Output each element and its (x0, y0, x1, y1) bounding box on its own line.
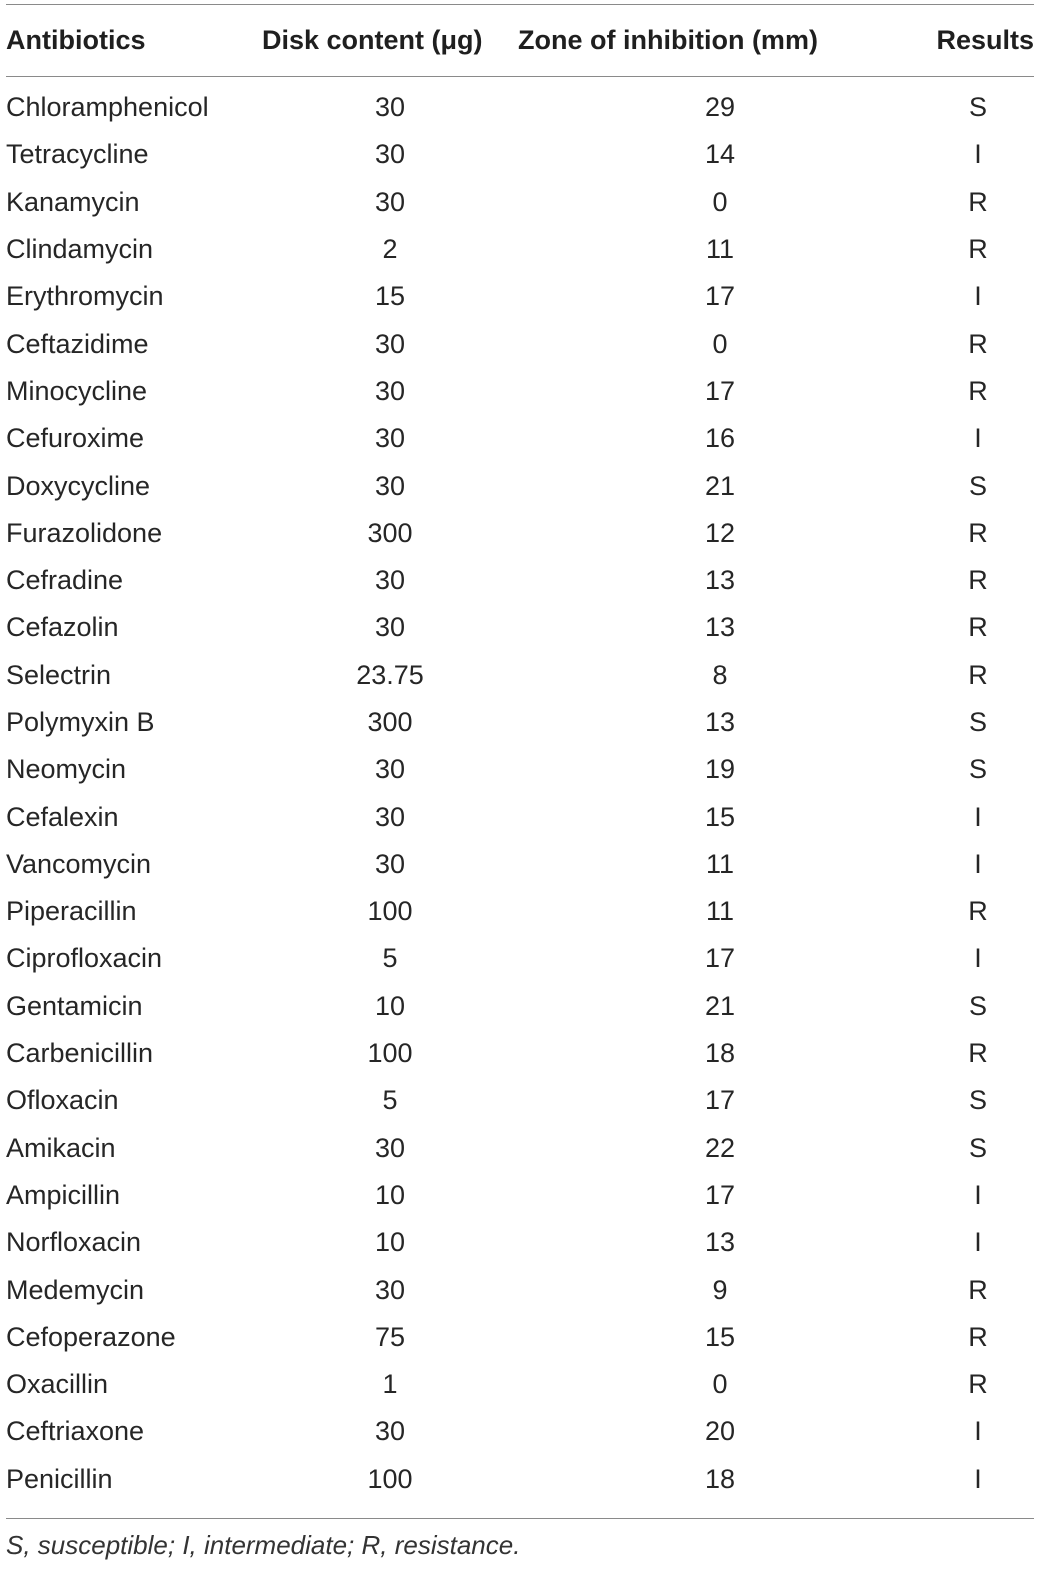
cell-zone-of-inhibition: 17 (704, 1085, 736, 1116)
cell-disk-content: 23.75 (356, 659, 424, 690)
table-row (6, 841, 1034, 888)
cell-disk-content: 5 (382, 1085, 398, 1116)
cell-antibiotic-name: Ofloxacin (6, 1085, 119, 1116)
cell-disk-content: 30 (374, 1132, 406, 1163)
table-row (6, 888, 1034, 935)
table-row (6, 1172, 1034, 1219)
table-footnote: S, susceptible; I, intermediate; R, resistance. (6, 1530, 521, 1560)
cell-result: R (968, 186, 988, 217)
cell-zone-of-inhibition: 13 (704, 612, 736, 643)
cell-result: R (968, 234, 988, 265)
cell-disk-content: 75 (374, 1321, 406, 1352)
cell-zone-of-inhibition: 19 (704, 754, 736, 785)
cell-zone-of-inhibition: 13 (704, 707, 736, 737)
cell-result: I (974, 1179, 982, 1210)
cell-antibiotic-name: Kanamycin (6, 186, 140, 217)
cell-disk-content: 10 (374, 990, 406, 1021)
cell-result: I (974, 1227, 982, 1258)
cell-antibiotic-name: Cefradine (6, 565, 124, 596)
cell-result: S (968, 1132, 987, 1163)
table-row (6, 226, 1034, 273)
cell-result: R (968, 1369, 988, 1400)
cell-result: S (968, 1085, 987, 1116)
cell-disk-content: 30 (374, 1274, 406, 1305)
cell-zone-of-inhibition: 0 (712, 1369, 728, 1400)
table-row (6, 1456, 1034, 1503)
cell-result: S (968, 470, 987, 501)
cell-zone-of-inhibition: 14 (704, 139, 736, 170)
cell-antibiotic-name: Minocycline (6, 375, 148, 406)
header-results: Results (936, 24, 1034, 55)
cell-disk-content: 300 (367, 707, 413, 737)
cell-result: I (974, 1416, 982, 1447)
cell-antibiotic-name: Ceftriaxone (6, 1416, 145, 1447)
cell-zone-of-inhibition: 29 (704, 92, 736, 123)
cell-antibiotic-name: Cefazolin (6, 612, 119, 643)
cell-antibiotic-name: Cefalexin (6, 801, 119, 832)
table-row (6, 935, 1034, 982)
cell-antibiotic-name: Cefuroxime (6, 423, 145, 454)
cell-disk-content: 30 (374, 186, 406, 217)
cell-result: R (968, 1038, 988, 1069)
table-row (6, 746, 1034, 793)
cell-result: S (968, 92, 987, 123)
cell-zone-of-inhibition: 11 (705, 896, 735, 927)
cell-result: I (974, 1463, 982, 1494)
cell-antibiotic-name: Ampicillin (6, 1179, 121, 1210)
cell-zone-of-inhibition: 21 (704, 470, 736, 501)
cell-antibiotic-name: Cefoperazone (6, 1321, 176, 1352)
cell-zone-of-inhibition: 20 (704, 1416, 736, 1447)
cell-disk-content: 30 (374, 92, 406, 123)
cell-result: R (968, 565, 988, 596)
cell-result: R (968, 659, 988, 690)
cell-disk-content: 300 (367, 517, 413, 548)
table-row (6, 1219, 1034, 1266)
cell-antibiotic-name: Vancomycin (6, 848, 152, 879)
table-row (6, 510, 1034, 557)
cell-disk-content: 30 (374, 565, 406, 596)
header-zone-of-inhibition: Zone of inhibition (mm) (518, 24, 818, 55)
cell-disk-content: 2 (382, 234, 398, 265)
cell-disk-content: 30 (374, 1416, 406, 1447)
cell-antibiotic-name: Penicillin (6, 1463, 113, 1494)
cell-result: R (968, 517, 988, 548)
cell-disk-content: 30 (374, 801, 406, 832)
cell-result: R (968, 375, 988, 406)
cell-antibiotic-name: Ceftazidime (6, 328, 149, 359)
cell-antibiotic-name: Norfloxacin (6, 1227, 142, 1258)
cell-zone-of-inhibition: 0 (712, 186, 728, 217)
table-row (6, 1077, 1034, 1124)
cell-disk-content: 5 (382, 943, 398, 974)
cell-disk-content: 1 (382, 1369, 398, 1400)
cell-result: R (968, 1321, 988, 1352)
table-row (6, 983, 1034, 1030)
cell-result: I (974, 848, 982, 879)
table-row (6, 1266, 1034, 1313)
header-disk-content: Disk content (μg) (262, 24, 483, 55)
cell-zone-of-inhibition: 22 (704, 1132, 736, 1163)
cell-disk-content: 30 (374, 754, 406, 785)
cell-disk-content: 30 (374, 139, 406, 170)
cell-disk-content: 30 (374, 848, 406, 879)
header-antibiotics: Antibiotics (6, 24, 146, 55)
cell-result: R (968, 1274, 988, 1305)
cell-result: I (974, 423, 982, 454)
cell-result: I (974, 943, 982, 974)
cell-zone-of-inhibition: 17 (704, 281, 736, 312)
table-row (6, 1361, 1034, 1408)
cell-antibiotic-name: Chloramphenicol (6, 92, 209, 123)
cell-result: R (968, 328, 988, 359)
table-row (6, 179, 1034, 226)
cell-antibiotic-name: Doxycycline (6, 470, 151, 501)
cell-result: R (968, 896, 988, 927)
cell-zone-of-inhibition: 17 (704, 943, 736, 974)
cell-result: I (974, 139, 982, 170)
cell-result: S (968, 754, 987, 785)
cell-zone-of-inhibition: 11 (705, 848, 735, 879)
table-row (6, 1408, 1034, 1455)
cell-zone-of-inhibition: 21 (704, 990, 736, 1021)
table-row (6, 415, 1034, 462)
cell-antibiotic-name: Amikacin (6, 1132, 116, 1163)
antibiotic-susceptibility-table (6, 4, 1034, 1503)
table-row (6, 273, 1034, 320)
cell-antibiotic-name: Tetracycline (6, 139, 149, 170)
cell-zone-of-inhibition: 15 (704, 801, 736, 832)
cell-zone-of-inhibition: 17 (704, 1179, 736, 1210)
cell-zone-of-inhibition: 9 (712, 1274, 728, 1305)
table-row (6, 793, 1034, 840)
table-row (6, 320, 1034, 367)
cell-disk-content: 100 (367, 1463, 413, 1494)
cell-disk-content: 15 (374, 281, 406, 312)
cell-antibiotic-name: Clindamycin (6, 234, 154, 265)
cell-result: I (974, 281, 982, 312)
cell-zone-of-inhibition: 13 (704, 1227, 736, 1258)
cell-result: S (968, 990, 987, 1021)
cell-antibiotic-name: Neomycin (6, 754, 127, 785)
table-row (6, 131, 1034, 178)
cell-zone-of-inhibition: 13 (704, 565, 736, 596)
cell-zone-of-inhibition: 16 (704, 423, 736, 454)
table-row (6, 557, 1034, 604)
cell-antibiotic-name: Oxacillin (6, 1369, 109, 1400)
cell-disk-content: 30 (374, 328, 406, 359)
table-row (6, 699, 1034, 746)
table-body (6, 76, 1034, 1503)
cell-antibiotic-name: Erythromycin (6, 281, 164, 312)
table-bottom-rule (6, 1518, 1034, 1519)
cell-zone-of-inhibition: 18 (704, 1038, 736, 1069)
cell-antibiotic-name: Piperacillin (6, 896, 137, 927)
table-row (6, 1030, 1034, 1077)
cell-disk-content: 10 (374, 1179, 406, 1210)
table-row (6, 652, 1034, 699)
cell-result: S (968, 707, 987, 737)
cell-zone-of-inhibition: 17 (704, 375, 736, 406)
cell-zone-of-inhibition: 15 (704, 1321, 736, 1352)
cell-antibiotic-name: Polymyxin B (6, 707, 155, 737)
table-row (6, 462, 1034, 509)
table-row (6, 1314, 1034, 1361)
cell-disk-content: 30 (374, 470, 406, 501)
table-header-row (6, 4, 1034, 76)
cell-disk-content: 100 (367, 896, 413, 927)
table-row (6, 368, 1034, 415)
cell-antibiotic-name: Ciprofloxacin (6, 943, 163, 974)
cell-zone-of-inhibition: 12 (704, 517, 736, 548)
cell-result: I (974, 801, 982, 832)
cell-result: R (968, 612, 988, 643)
cell-antibiotic-name: Furazolidone (6, 517, 163, 548)
cell-zone-of-inhibition: 18 (704, 1463, 736, 1494)
cell-antibiotic-name: Selectrin (6, 659, 112, 690)
cell-disk-content: 30 (374, 375, 406, 406)
table-row (6, 76, 1034, 131)
cell-disk-content: 30 (374, 612, 406, 643)
cell-antibiotic-name: Gentamicin (6, 990, 143, 1021)
cell-antibiotic-name: Carbenicillin (6, 1038, 154, 1069)
cell-disk-content: 10 (374, 1227, 406, 1258)
cell-disk-content: 100 (367, 1038, 413, 1069)
cell-antibiotic-name: Medemycin (6, 1274, 145, 1305)
table-row (6, 604, 1034, 651)
cell-disk-content: 30 (374, 423, 406, 454)
cell-zone-of-inhibition: 0 (712, 328, 728, 359)
table-row (6, 1125, 1034, 1172)
cell-zone-of-inhibition: 8 (712, 659, 728, 690)
cell-zone-of-inhibition: 11 (705, 234, 735, 265)
